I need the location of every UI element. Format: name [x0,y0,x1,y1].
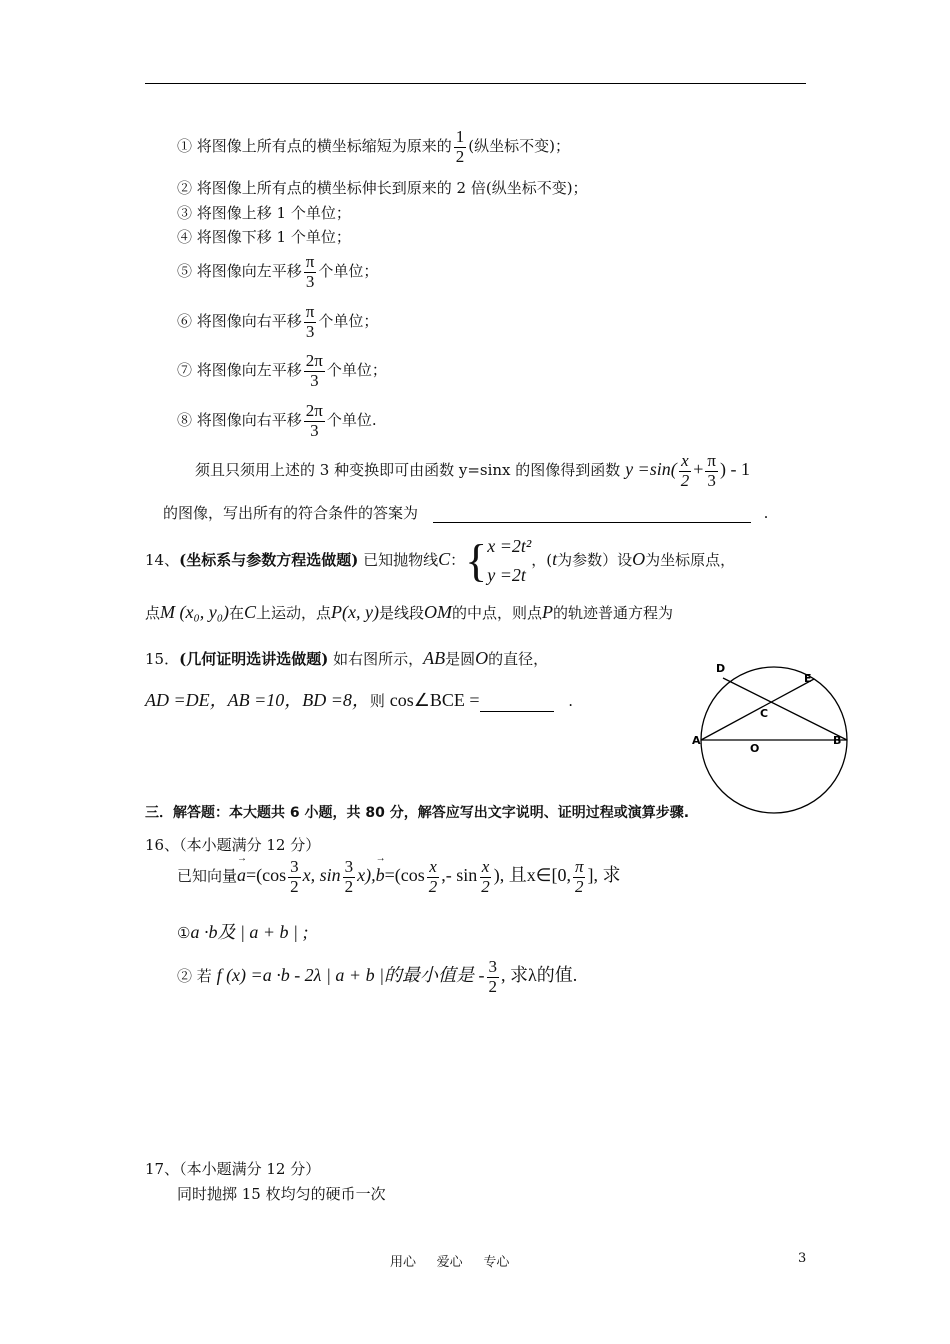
label-E: E [804,672,812,685]
q16-part2: ② 若 f (x) =a ·b - 2λ | a + b |的最小值是 - $\frac{3}{2}$ , 求λ的值. [177,957,578,996]
transform-6: ⑥ 将图像向右平移 $\frac{\pi}{3}$ 个单位； [177,302,379,341]
q13-line2: 的图像，写出所有的符合条件的答案为 . [163,504,769,522]
transform-8: ⑧ 将图像向右平移 $\frac{2\pi}{3}$ 个单位. [177,401,377,440]
q17-line1: 同时抛掷 15 枚均匀的硬币一次 [177,1185,386,1203]
chord-AE [701,679,814,740]
footer-motto: 用心 爱心 专心 [390,1255,510,1270]
q15-line2: AD =DE，AB =10，BD =8，则 cos∠BCE = . [145,690,574,710]
label-O: O [750,742,760,755]
transform-5: ⑤ 将图像向左平移 $\frac{\pi}{3}$ 个单位； [177,252,379,291]
q13-line1: 须且只须用上述的 3 种变换即可由函数 y=sinx 的图像得到函数 y =sin( $\frac{x}{2}$ + $\frac{\pi}{3}$ ) - 1 [195,451,750,490]
q16-line1: 已知向量→ a=(cos $\frac{3}{2}$ x, sin $\frac{3}{2}$ x),→ b=(cos $\frac{x}{2}$ ,- sin $\frac{x}{2}$ ), 且x∈[0, $\frac{\pi}{2}$ ], 求 [177,858,620,896]
page-number: 3 [798,1251,807,1266]
q15-line1: 15．(几何证明选讲选做题) 如右图所示，AB是圆O的直径， [145,648,549,668]
transform-1: ① 将图像上所有点的横坐标缩短为原来的 $\frac{1}{2}$ (纵坐标不变)； [177,127,570,166]
chord-DB [723,678,847,740]
answer-blank[interactable] [433,508,751,523]
q17-heading: 17、（本小题满分 12 分） [145,1160,321,1178]
transform-4: ④ 将图像下移 1 个单位； [177,228,351,246]
q16-part1: ①a ·b及 | a + b | ; [177,922,309,942]
label-B: B [833,734,842,747]
transform-3: ③ 将图像上移 1 个单位； [177,204,351,222]
transform-2: ② 将图像上所有点的横坐标伸长到原来的 2 倍(纵坐标不变)； [177,179,588,197]
q14-line2: 点M (x₀, y₀)在C上运动，点P(x, y)是线段OM的中点，则点P的轨迹普通方程为 [145,602,674,622]
label-A: A [692,734,701,747]
header-rule [145,83,806,84]
section-3-heading: 三．解答题：本大题共 6 小题，共 80 分，解答应写出文字说明、证明过程或演算步骤. [145,805,690,821]
answer-blank-15[interactable] [480,697,554,712]
transform-7: ⑦ 将图像向左平移 $\frac{2\pi}{3}$ 个单位； [177,351,387,390]
label-D: D [716,662,726,675]
q16-heading: 16、（本小题满分 12 分） [145,836,321,854]
circle-figure [692,655,855,815]
q14-line1: 14、(坐标系与参数方程选做题) 已知抛物线C：{ x =2t² y =2t ，(t为参数）设O为坐标原点， [145,534,736,586]
label-C: C [760,707,769,720]
